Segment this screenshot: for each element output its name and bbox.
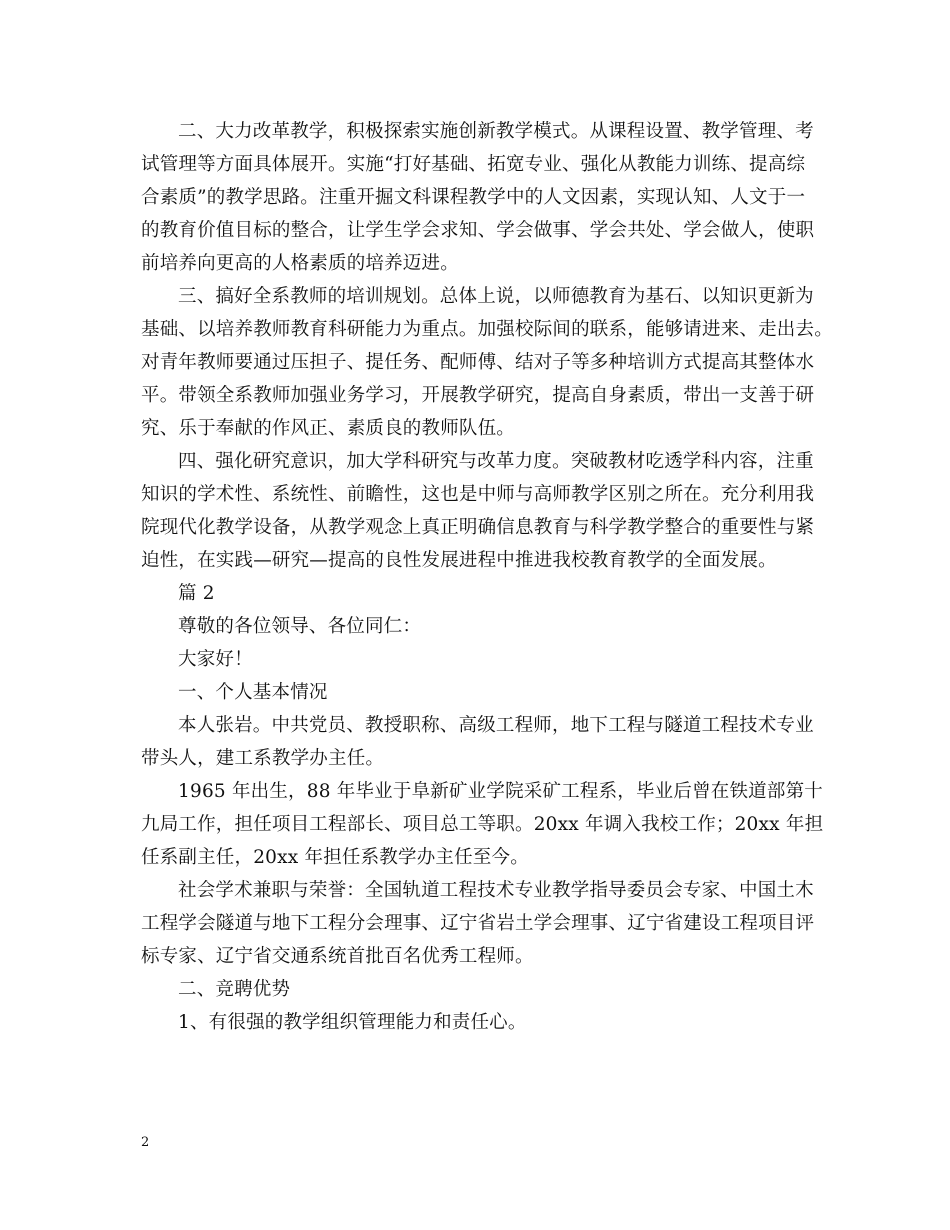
text-line: 带头人，建工系教学办主任。 bbox=[141, 748, 385, 769]
text-line: 对青年教师要通过压担子、提任务、配师傅、结对子等多种培训方式提高其整体水 bbox=[141, 352, 815, 373]
text-line: 的教育价值目标的整合，让学生学会求知、学会做事、学会共处、学会做人，使职 bbox=[141, 220, 815, 241]
greeting: 大家好！ bbox=[178, 649, 253, 670]
text-line: 九局工作，担任项目工程部长、项目总工等职。20xx 年调入我校工作；20xx 年担 bbox=[141, 814, 824, 835]
subheading: 一、个人基本情况 bbox=[178, 682, 328, 703]
text-line: 试管理等方面具体展开。实施“打好基础、拓宽专业、强化从教能力训练、提高综 bbox=[141, 154, 806, 175]
text-line: 1965 年出生，88 年毕业于阜新矿业学院采矿工程系，毕业后曾在铁道部第十 bbox=[178, 781, 823, 802]
body-text bbox=[141, 115, 833, 1039]
text-line: 工程学会隧道与地下工程分会理事、辽宁省岩土学会理事、辽宁省建设工程项目评 bbox=[141, 913, 815, 934]
text-line: 院现代化教学设备，从教学观念上真正明确信息教育与科学教学整合的重要性与紧 bbox=[141, 517, 815, 538]
text-line: 1、有很强的教学组织管理能力和责任心。 bbox=[178, 1012, 527, 1033]
text-line: 平。带领全系教师加强业务学习，开展教学研究，提高自身素质，带出一支善于研 bbox=[141, 385, 815, 406]
text-line: 二、大力改革教学，积极探索实施创新教学模式。从课程设置、教学管理、考 bbox=[178, 121, 814, 142]
section-heading: 篇 2 bbox=[178, 583, 215, 604]
text-line: 三、搞好全系教师的培训规划。总体上说，以师德教育为基石、以知识更新为 bbox=[178, 286, 814, 307]
text-line: 本人张岩。中共党员、教授职称、高级工程师，地下工程与隧道工程技术专业 bbox=[178, 715, 814, 736]
subheading: 二、竞聘优势 bbox=[178, 979, 291, 1000]
text-line: 迫性，在实践—研究—提高的良性发展进程中推进我校教育教学的全面发展。 bbox=[141, 550, 777, 571]
text-line: 社会学术兼职与荣誉：全国轨道工程技术专业教学指导委员会专家、中国土木 bbox=[178, 880, 814, 901]
text-line: 任系副主任，20xx 年担任系教学办主任至今。 bbox=[141, 847, 529, 868]
text-line: 合素质”的教学思路。注重开掘文科课程教学中的人文因素，实现认知、人文于一 bbox=[141, 187, 806, 208]
salutation: 尊敬的各位领导、各位同仁： bbox=[178, 616, 422, 637]
text-line: 四、强化研究意识，加大学科研究与改革力度。突破教材吃透学科内容，注重 bbox=[178, 451, 814, 472]
text-line: 标专家、辽宁省交通系统首批百名优秀工程师。 bbox=[141, 946, 534, 967]
text-line: 前培养向更高的人格素质的培养迈进。 bbox=[141, 253, 459, 274]
text-line: 基础、以培养教师教育科研能力为重点。加强校际间的联系，能够请进来、走出去。 bbox=[141, 319, 833, 340]
text-line: 究、乐于奉献的作风正、素质良的教师队伍。 bbox=[141, 418, 516, 439]
text-line: 知识的学术性、系统性、前瞻性，这也是中师与高师教学区别之所在。充分利用我 bbox=[141, 484, 815, 505]
page-number: 2 bbox=[141, 1135, 150, 1150]
